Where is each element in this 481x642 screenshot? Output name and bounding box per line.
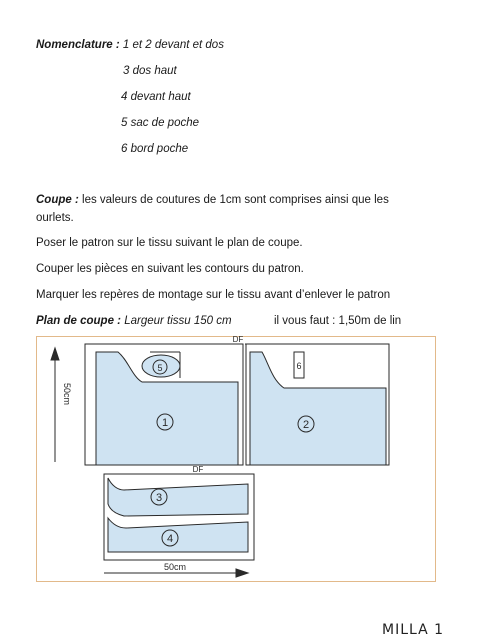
instruction-2: Couper les pièces en suivant les contours du patron. [36, 263, 304, 275]
piece-label-2: 2 [302, 419, 310, 431]
nomenclature-item-5: 6 bord poche [121, 143, 189, 155]
piece-label-5: 5 [157, 363, 163, 373]
piece-label-1: 1 [161, 417, 169, 429]
nomenclature-item-1: 1 et 2 devant et dos [122, 39, 224, 51]
piece-label-6: 6 [296, 361, 302, 371]
height-arrow-head [51, 348, 59, 360]
nomenclature-item-2: 3 dos haut [123, 65, 177, 77]
nomenclature-item-3: 4 devant haut [121, 91, 191, 103]
plan-need-text: il vous faut : 1,50m de lin [274, 315, 402, 327]
plan-width-text: Largeur tissu 150 cm [124, 315, 232, 327]
piece-2-shape [250, 352, 386, 465]
piece-label-4: 4 [166, 533, 174, 545]
plan-label: Plan de coupe : [36, 315, 121, 327]
nomenclature-label: Nomenclature : [36, 39, 120, 51]
coupe-text-2: ourlets. [36, 212, 74, 224]
piece-4-shape [108, 518, 248, 552]
coupe-text-1: les valeurs de coutures de 1cm sont comprises ainsi que les [82, 194, 389, 206]
height-measure-label: 50cm [62, 382, 72, 406]
footer-signature: MILLA 1 [382, 622, 445, 638]
coupe-label: Coupe : [36, 194, 79, 206]
instruction-3: Marquer les repères de montage sur le tissu avant d’enlever le patron [36, 289, 391, 301]
width-measure-label: 50cm [163, 562, 187, 572]
fold-label-bottom: DF [192, 465, 204, 474]
nomenclature-item-4: 5 sac de poche [121, 117, 200, 129]
width-arrow-head [236, 569, 248, 577]
piece-3-shape [108, 478, 248, 516]
piece-label-3: 3 [155, 492, 163, 504]
instruction-1: Poser le patron sur le tissu suivant le plan de coupe. [36, 237, 303, 249]
fold-label-top: DF [232, 335, 244, 344]
